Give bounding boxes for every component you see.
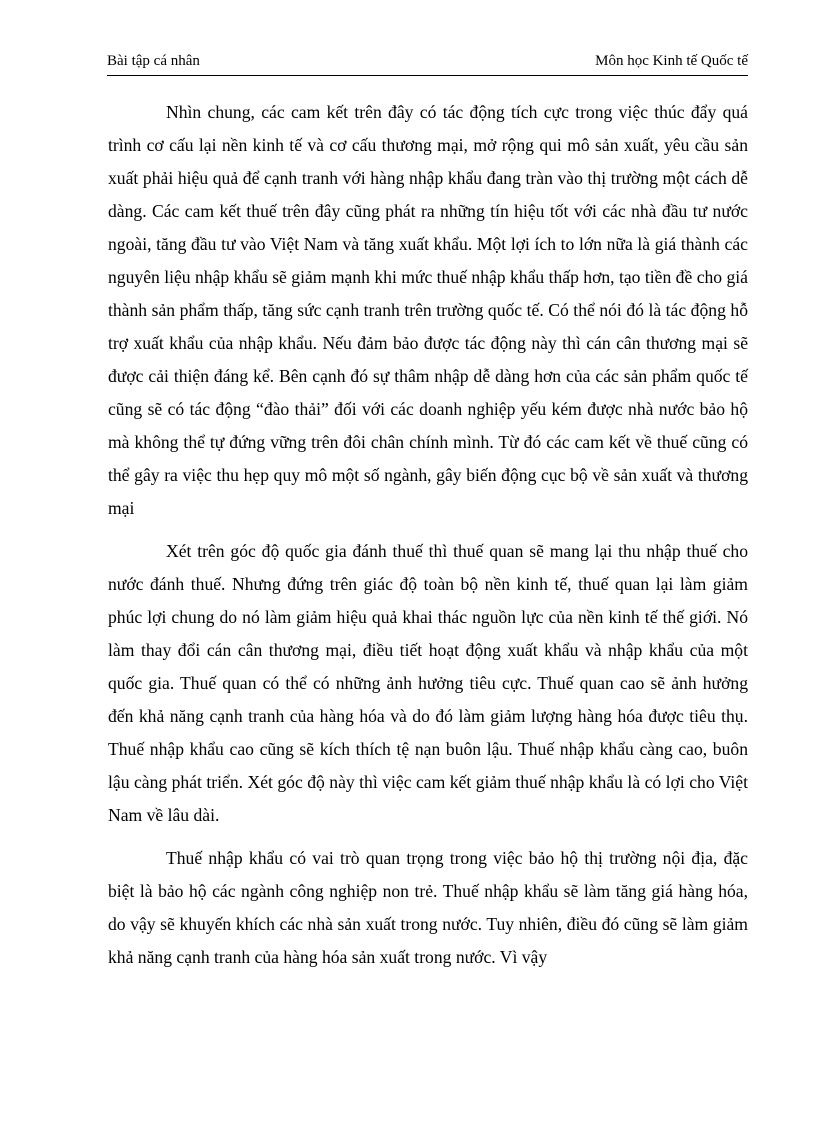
page-header bbox=[107, 51, 748, 76]
document-body bbox=[108, 96, 748, 984]
paragraph-2: Xét trên góc độ quốc gia đánh thuế thì thuế quan sẽ mang lại thu nhập thuế cho nước đánh thuế. Nhưng đứng trên giác độ toàn bộ nền kinh tế, thuế quan lại làm giảm phúc lợi chung do nó làm giảm hiệu quả khai thác nguồn lực của nền kinh tế thế giới. Nó làm thay đổi cán cân thương mại, điều tiết hoạt động xuất khẩu và nhập khẩu của một quốc gia. Thuế quan có thể có những ảnh hưởng tiêu cực. Thuế quan cao sẽ ảnh hưởng đến khả năng cạnh tranh của hàng hóa và do đó làm giảm lượng hàng hóa được tiêu thụ. Thuế nhập khẩu cao cũng sẽ kích thích tệ nạn buôn lậu. Thuế nhập khẩu càng cao, buôn lậu càng phát triển. Xét góc độ này thì việc cam kết giảm thuế nhập khẩu là có lợi cho Việt Nam về lâu dài. bbox=[108, 541, 748, 825]
header-right-title: Môn học Kinh tế Quốc tế bbox=[595, 53, 748, 69]
paragraph-3: Thuế nhập khẩu có vai trò quan trọng trong việc bảo hộ thị trường nội địa, đặc biệt là bảo hộ các ngành công nghiệp non trẻ. Thuế nhập khẩu sẽ làm tăng giá hàng hóa, do vậy sẽ khuyến khích các nhà sản xuất trong nước. Tuy nhiên, điều đó cũng sẽ làm giảm khả năng cạnh tranh của hàng hóa sản xuất trong nước. Vì vậy bbox=[108, 848, 748, 967]
header-left-title: Bài tập cá nhân bbox=[107, 53, 200, 69]
paragraph-1: Nhìn chung, các cam kết trên đây có tác động tích cực trong việc thúc đẩy quá trình cơ cấu lại nền kinh tế và cơ cấu thương mại, mở rộng qui mô sản xuất, yêu cầu sản xuất phải hiệu quả để cạnh tranh với hàng nhập khẩu đang tràn vào thị trường một cách dễ dàng. Các cam kết thuế trên đây cũng phát ra những tín hiệu tốt với các nhà đầu tư nước ngoài, tăng đầu tư vào Việt Nam và tăng xuất khẩu. Một lợi ích to lớn nữa là giá thành các nguyên liệu nhập khẩu sẽ giảm mạnh khi mức thuế nhập khẩu thấp hơn, tạo tiền đề cho giá thành sản phẩm thấp, tăng sức cạnh tranh trên trường quốc tế. Có thể nói đó là tác động hỗ trợ xuất khẩu của nhập khẩu. Nếu đảm bảo được tác động này thì cán cân thương mại sẽ được cải thiện đáng kể. Bên cạnh đó sự thâm nhập dễ dàng hơn của các sản phẩm quốc tế cũng sẽ có tác động “đào thải” đối với các doanh nghiệp yếu kém được nhà nước bảo hộ mà không thể tự đứng vững trên đôi chân chính mình. Từ đó các cam kết về thuế cũng có thể gây ra việc thu hẹp quy mô một số ngành, gây biến động cục bộ về sản xuất và thương mại bbox=[108, 102, 748, 518]
